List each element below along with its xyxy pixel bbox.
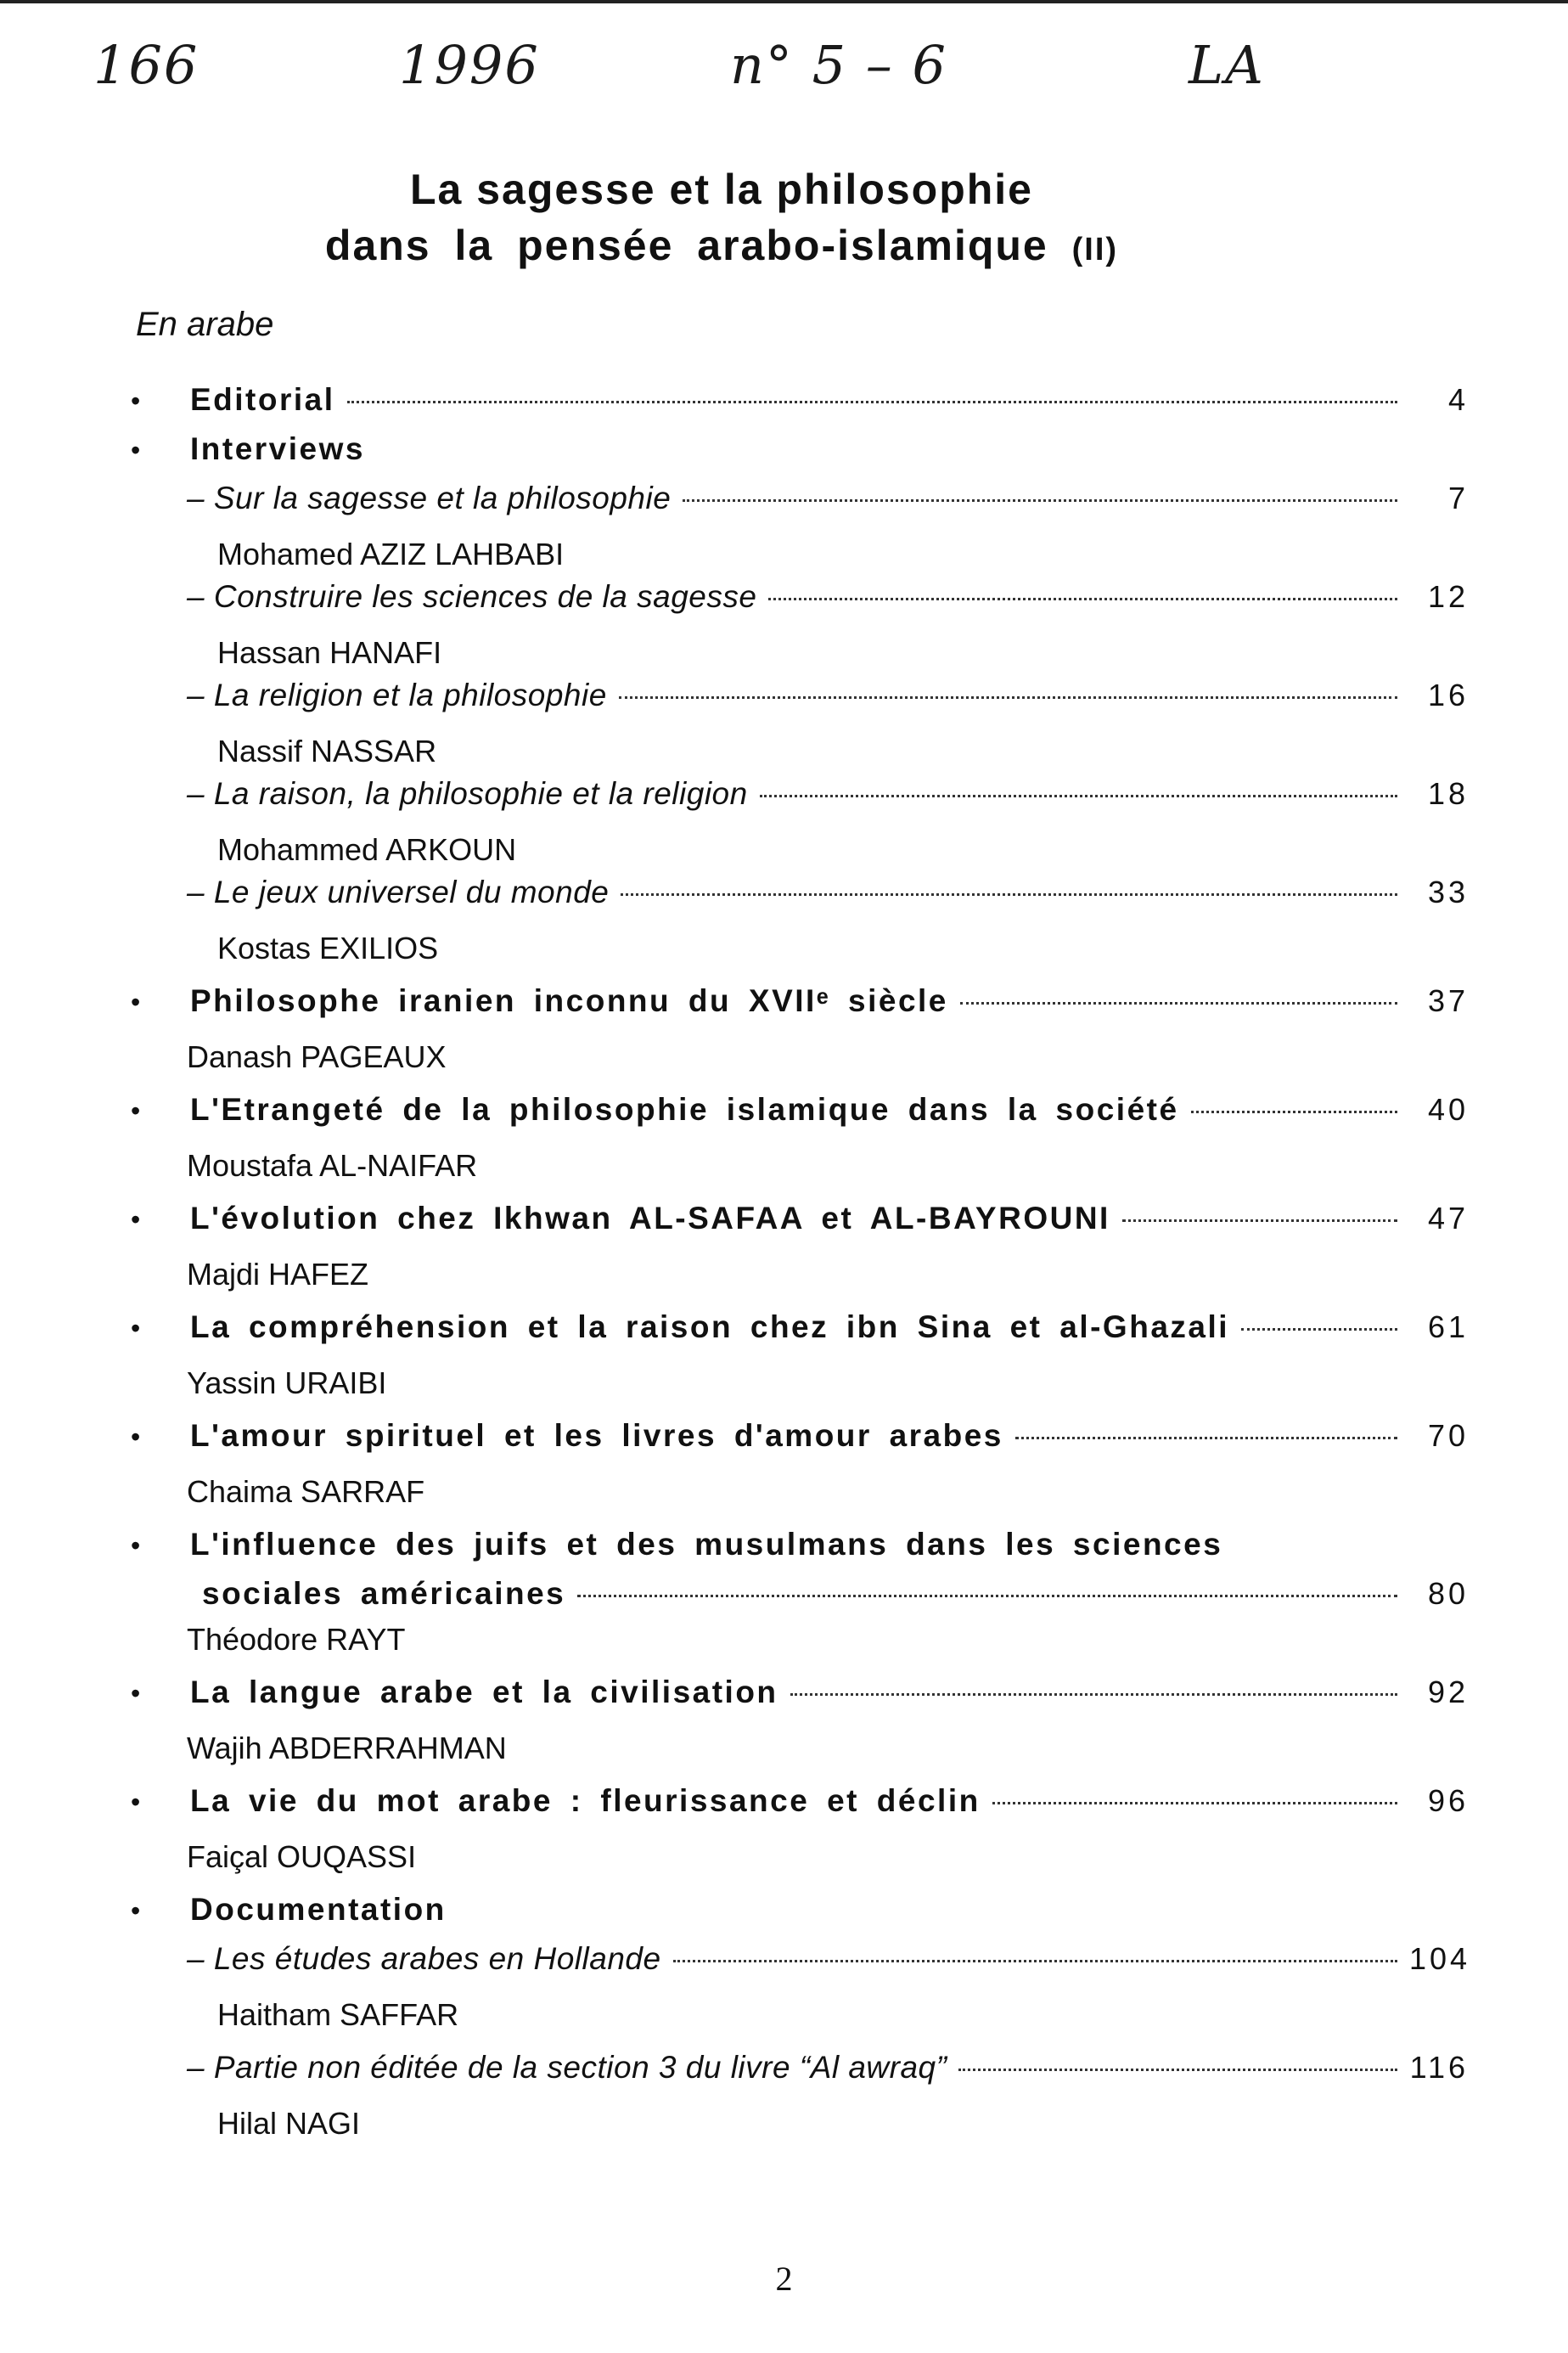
entry-title: – Construire les sciences de la sagesse	[187, 579, 757, 614]
dot-leader	[960, 1002, 1397, 1005]
author: Moustafa AL-NAIFAR	[187, 1148, 478, 1183]
dot-leader	[683, 499, 1397, 502]
bullet: •	[131, 1530, 141, 1561]
toc-entry	[127, 1092, 1469, 1191]
author: Faiçal OUQASSI	[187, 1839, 417, 1874]
table-of-contents	[127, 382, 1469, 2148]
toc-entry-documentation	[127, 1892, 1469, 2148]
dot-leader	[958, 2069, 1397, 2071]
page-number: 7	[1447, 481, 1469, 515]
handwritten-note: 166	[93, 34, 200, 96]
dot-leader	[1122, 1219, 1397, 1222]
list-item	[187, 2050, 1469, 2099]
entry-title: Editorial	[190, 382, 335, 417]
page-number: 40	[1427, 1092, 1469, 1127]
dot-leader	[1191, 1111, 1397, 1113]
toc-entry	[127, 983, 1469, 1082]
page-number: 16	[1427, 678, 1469, 712]
page-number: 70	[1427, 1418, 1469, 1453]
entry-title: L'amour spirituel et les livres d'amour arabes	[190, 1418, 1003, 1453]
author: Kostas EXILIOS	[217, 931, 439, 965]
entry-title: La langue arabe et la civilisation	[190, 1675, 778, 1709]
page-number: 37	[1427, 983, 1469, 1018]
author: Mohammed ARKOUN	[217, 832, 517, 867]
dot-leader	[1241, 1328, 1397, 1331]
list-item	[187, 776, 1469, 825]
top-rule	[0, 0, 1568, 3]
dot-leader	[577, 1595, 1397, 1597]
title-line-2-text: dans la pensée arabo-islamique	[324, 222, 1048, 269]
entry-title-continued: sociales américaines	[202, 1576, 566, 1611]
entry-title: – La religion et la philosophie	[187, 678, 607, 712]
entry-title: – Les études arabes en Hollande	[187, 1941, 661, 1976]
interview-list	[127, 481, 1469, 973]
toc-entry	[127, 1675, 1469, 1773]
entry-title: L'évolution chez Ikhwan AL-SAFAA et AL-BAYROUNI	[190, 1201, 1110, 1236]
entry-title: – La raison, la philosophie et la religion	[187, 776, 748, 811]
handwritten-note: LA	[1189, 34, 1265, 96]
page-number: 80	[1427, 1576, 1469, 1611]
toc-entry	[127, 1309, 1469, 1408]
bullet: •	[131, 1204, 141, 1235]
page-number-footer: 2	[775, 2260, 793, 2298]
entry-title: L'influence des juifs et des musulmans dans les sciences	[190, 1527, 1223, 1562]
entry-title: – Sur la sagesse et la philosophie	[187, 481, 672, 515]
bullet: •	[131, 1313, 141, 1343]
toc-entry-interviews	[127, 431, 1469, 973]
handwritten-note: 1996	[399, 34, 540, 96]
page-number: 104	[1409, 1941, 1471, 1976]
page-number: 12	[1427, 579, 1469, 614]
bullet: •	[131, 435, 141, 465]
page-number: 61	[1427, 1309, 1469, 1344]
title-line-2	[170, 217, 1273, 278]
bullet: •	[131, 1895, 141, 1926]
list-item	[187, 1941, 1469, 1990]
page-number: 47	[1427, 1201, 1469, 1236]
page-number: 116	[1409, 2050, 1469, 2085]
author: Hassan HANAFI	[217, 635, 442, 670]
dot-leader	[1015, 1437, 1397, 1439]
author: Majdi HAFEZ	[187, 1257, 369, 1292]
bullet: •	[131, 1787, 141, 1817]
dot-leader	[790, 1693, 1397, 1696]
dot-leader	[673, 1960, 1397, 1962]
entry-title: La compréhension et la raison chez ibn Sina et al-Ghazali	[190, 1309, 1230, 1344]
author: Hilal NAGI	[217, 2106, 361, 2141]
section-heading: Interviews	[190, 431, 365, 466]
page-number: 96	[1427, 1783, 1469, 1818]
bullet: •	[131, 386, 141, 416]
dot-leader	[768, 598, 1397, 600]
author: Théodore RAYT	[187, 1622, 406, 1657]
toc-entry	[127, 1527, 1469, 1664]
dot-leader	[347, 401, 1397, 403]
page-number: 33	[1427, 875, 1469, 909]
author: Yassin URAIBI	[187, 1365, 387, 1400]
author: Chaima SARRAF	[187, 1474, 425, 1509]
dot-leader	[619, 696, 1397, 699]
author: Mohamed AZIZ LAHBABI	[217, 537, 565, 571]
handwritten-note: n° 5 – 6	[730, 34, 947, 96]
author: Haitham SAFFAR	[217, 1997, 459, 2032]
entry-title: Philosophe iranien inconnu du XVIIᵉ siècle	[190, 983, 948, 1018]
entry-title: – Partie non éditée de la section 3 du livre “Al awraq”	[187, 2050, 947, 2085]
toc-entry-editorial	[127, 382, 1469, 431]
bullet: •	[131, 1678, 141, 1708]
entry-title: – Le jeux universel du monde	[187, 875, 610, 909]
section-heading: Documentation	[190, 1892, 447, 1927]
entry-title: La vie du mot arabe : fleurissance et déclin	[190, 1783, 981, 1818]
dot-leader	[760, 795, 1397, 797]
toc-entry	[127, 1783, 1469, 1882]
language-label: En arabe	[136, 306, 274, 343]
page-title	[170, 161, 1273, 278]
author: Danash PAGEAUX	[187, 1039, 447, 1074]
toc-entry	[127, 1201, 1469, 1299]
list-item	[187, 875, 1469, 924]
list-item	[187, 678, 1469, 727]
title-line-1: La sagesse et la philosophie	[409, 166, 1033, 213]
list-item	[187, 579, 1469, 628]
toc-entry	[127, 1418, 1469, 1517]
bullet: •	[131, 987, 141, 1017]
page-number: 4	[1447, 382, 1469, 417]
handwritten-annotations	[0, 25, 1568, 110]
dot-leader	[621, 893, 1397, 896]
volume-label: (II)	[1071, 232, 1119, 267]
page-number: 92	[1427, 1675, 1469, 1709]
entry-title: L'Etrangeté de la philosophie islamique dans la société	[190, 1092, 1179, 1127]
bullet: •	[131, 1421, 141, 1452]
page-number: 18	[1427, 776, 1469, 811]
list-item	[187, 481, 1469, 530]
author: Wajih ABDERRAHMAN	[187, 1731, 507, 1765]
dot-leader	[992, 1802, 1397, 1804]
bullet: •	[131, 1095, 141, 1126]
author: Nassif NASSAR	[217, 734, 437, 768]
documentation-list	[127, 1941, 1469, 2148]
